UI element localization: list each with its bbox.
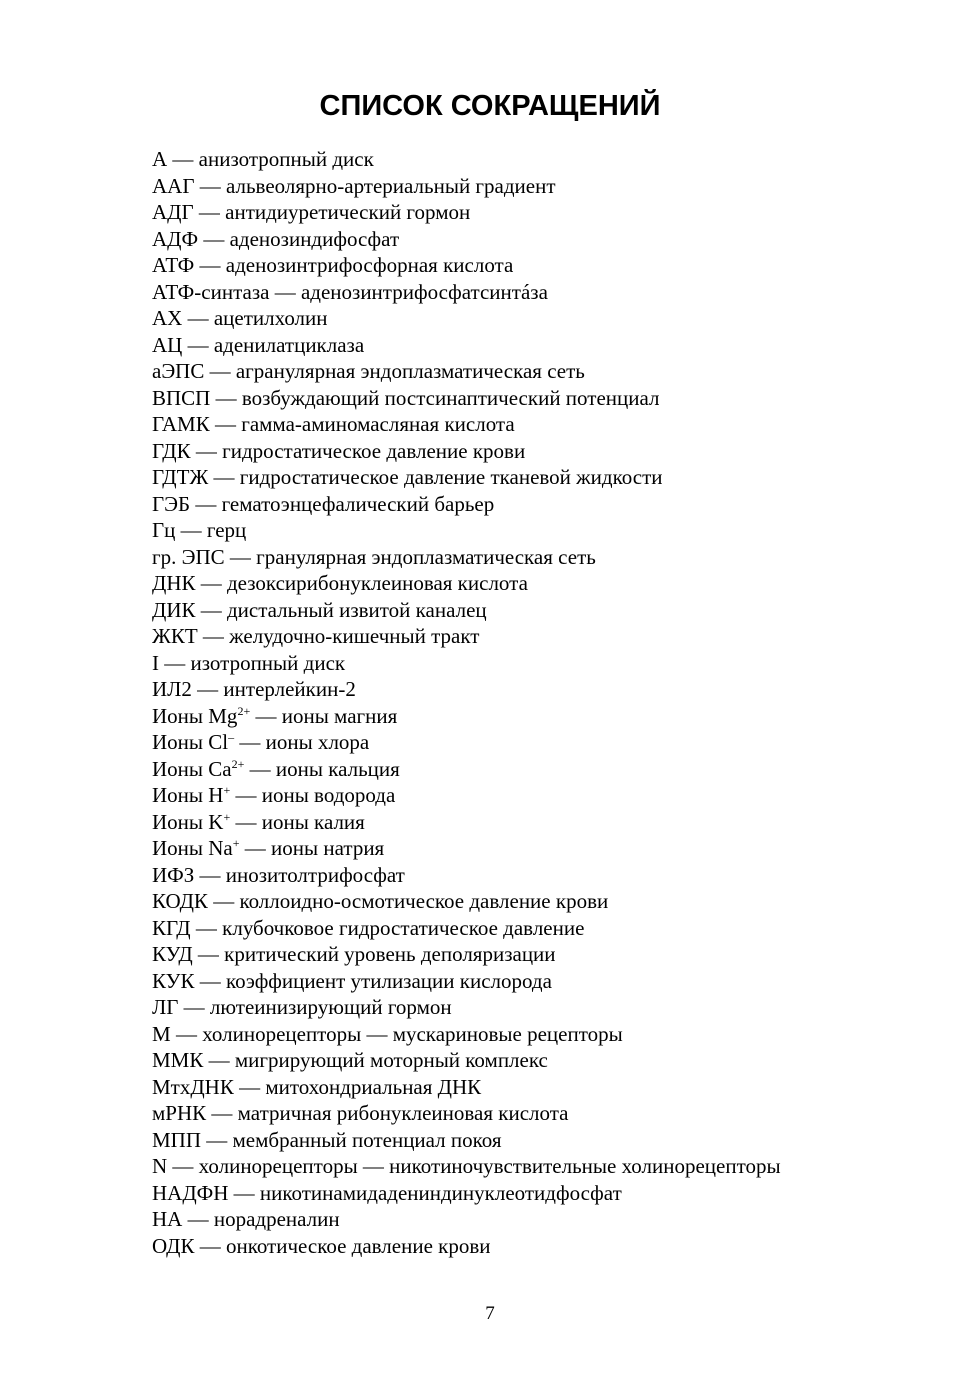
abbreviation: АДФ — [152, 226, 199, 251]
separator: — — [210, 385, 242, 410]
separator: — — [194, 173, 226, 198]
definition: коэффициент утилизации кислорода — [225, 968, 552, 993]
abbreviation: НАДФН — [152, 1180, 229, 1205]
definition: ацетилхолин — [213, 306, 328, 330]
definition: желудочно-кишечный тракт — [229, 624, 480, 648]
abbreviation: N — [152, 1154, 168, 1178]
abbreviation: ЛГ — [152, 995, 179, 1019]
page-number: 7 — [485, 1303, 495, 1324]
abbreviation: АТФ-синтаза — [152, 279, 270, 304]
definition: дистальный извитой каналец — [227, 597, 487, 622]
separator: — — [194, 1233, 226, 1258]
separator: — — [182, 332, 214, 357]
definition: аденозиндифосфат — [229, 226, 400, 251]
separator: — — [208, 465, 240, 489]
list-item — [152, 438, 781, 465]
definition: холинорецепторы — никотиночувствительные холинорецепторы — [198, 1154, 781, 1178]
abbreviation: ГАМК — [152, 412, 210, 436]
abbreviation: ВПСП — [152, 385, 211, 410]
separator: — — [190, 915, 223, 940]
abbreviation: аЭПС — [152, 359, 205, 383]
separator: — — [207, 889, 240, 913]
separator: — — [230, 783, 262, 807]
abbreviation: АТФ — [152, 253, 195, 277]
separator: — — [224, 544, 257, 569]
list-item — [152, 199, 781, 226]
separator: — — [206, 1101, 238, 1125]
definition: митохондриальная ДНК — [265, 1074, 482, 1099]
abbreviation: Ионы K — [152, 809, 224, 834]
abbreviation: Ионы Na — [152, 836, 233, 860]
list-item — [152, 464, 781, 491]
separator: — — [193, 200, 226, 224]
list-item — [152, 1100, 781, 1127]
separator: — — [228, 1180, 260, 1205]
abbreviation: ДНК — [152, 571, 196, 595]
abbreviation: ЖКТ — [152, 624, 198, 648]
abbreviation: ГДТЖ — [152, 465, 209, 489]
definition: альвеолярно-артериальный градиент — [225, 173, 556, 198]
definition: онкотическое давление крови — [225, 1233, 491, 1258]
definition: ионы магния — [281, 703, 398, 728]
list-item — [152, 146, 781, 173]
definition: возбуждающий постсинаптический потенциал — [241, 385, 660, 410]
list-item — [152, 305, 781, 332]
separator: — — [197, 624, 230, 648]
definition: норадреналин — [213, 1207, 340, 1231]
list-item — [152, 226, 781, 253]
definition: герц — [206, 518, 247, 542]
separator: — — [175, 518, 207, 542]
definition: ионы хлора — [265, 730, 370, 754]
definition: ионы калия — [261, 809, 365, 834]
separator: — — [190, 491, 222, 516]
definition: мигрирующий моторный комплекс — [234, 1048, 548, 1072]
separator: — — [191, 677, 224, 701]
definition: аденилатциклаза — [213, 332, 365, 357]
list-item — [152, 994, 781, 1021]
separator: — — [198, 226, 230, 251]
definition: матричная рибонуклеиновая кислота — [237, 1101, 569, 1125]
abbreviation: А — [152, 147, 168, 171]
list-item — [152, 358, 781, 385]
definition: ионы кальция — [275, 756, 400, 781]
list-item — [152, 968, 781, 995]
separator: — — [195, 597, 227, 622]
abbreviation: ИФЗ — [152, 862, 195, 887]
abbreviation: ИЛ2 — [152, 677, 192, 701]
abbreviation: Гц — [152, 518, 176, 542]
definition: гамма-аминомасляная кислота — [241, 412, 515, 436]
abbreviation: МПП — [152, 1127, 202, 1152]
definition: гидростатическое давление тканевой жидкости — [239, 465, 663, 489]
list-item — [152, 1233, 781, 1260]
definition: никотинамидадениндинуклеотидфосфат — [259, 1180, 622, 1205]
list-item — [152, 703, 781, 730]
definition: инозитолтрифосфат — [225, 862, 405, 887]
list-item — [152, 782, 781, 809]
list-item — [152, 332, 781, 359]
ion-charge: + — [232, 836, 240, 850]
list-item — [152, 1206, 781, 1233]
definition: холинорецепторы — мускариновые рецепторы — [202, 1021, 623, 1046]
separator: — — [194, 968, 226, 993]
list-item — [152, 1127, 781, 1154]
definition: клубочковое гидростатическое давление — [222, 915, 585, 940]
separator: — — [178, 995, 210, 1019]
ion-charge: 2+ — [237, 703, 251, 718]
definition: ионы натрия — [271, 836, 385, 860]
separator: — — [194, 862, 226, 887]
list-item — [152, 544, 781, 571]
list-item — [152, 173, 781, 200]
abbreviation: КУК — [152, 968, 195, 993]
ion-charge: 2+ — [231, 756, 245, 771]
list-item — [152, 1153, 781, 1180]
definition: гранулярная эндоплазматическая сеть — [256, 544, 596, 569]
ion-charge: + — [223, 809, 231, 824]
list-item — [152, 252, 781, 279]
separator: — — [159, 650, 191, 675]
separator: — — [195, 571, 227, 595]
definition: коллоидно-осмотическое давление крови — [239, 889, 609, 913]
definition: гидростатическое давление крови — [222, 438, 526, 463]
ion-charge: – — [228, 730, 235, 744]
list-item — [152, 1180, 781, 1207]
list-item — [152, 517, 781, 544]
abbreviation: ААГ — [152, 173, 195, 198]
list-item — [152, 756, 781, 783]
abbreviation: НА — [152, 1207, 183, 1231]
separator: — — [182, 1207, 214, 1231]
list-item — [152, 650, 781, 677]
abbreviation: МтхДНК — [152, 1074, 234, 1099]
separator: — — [230, 809, 262, 834]
separator: — — [233, 1074, 266, 1099]
list-item — [152, 941, 781, 968]
definition: дезоксирибонуклеиновая кислота — [227, 571, 528, 595]
separator: — — [204, 359, 236, 383]
page-title: СПИСОК СОКРАЩЕНИЙ — [319, 90, 661, 122]
list-item — [152, 1021, 781, 1048]
definition: антидиуретический гормон — [225, 200, 471, 224]
ion-charge: + — [223, 783, 231, 797]
separator: — — [167, 1154, 199, 1178]
separator: — — [209, 412, 242, 436]
list-item — [152, 279, 781, 306]
list-item — [152, 570, 781, 597]
abbreviation: Ионы Ca — [152, 756, 232, 781]
abbreviation: ММК — [152, 1048, 204, 1072]
list-item — [152, 623, 781, 650]
list-item — [152, 411, 781, 438]
abbreviation: Ионы H — [152, 783, 224, 807]
abbreviation: КОДК — [152, 889, 208, 913]
definition: аденозинтрифосфорная кислота — [225, 253, 514, 277]
abbreviation: ГДК — [152, 438, 191, 463]
definition: лютеинизирующий гормон — [209, 995, 452, 1019]
abbreviation: АХ — [152, 306, 183, 330]
separator: — — [192, 942, 225, 966]
separator: — — [182, 306, 214, 330]
list-item — [152, 862, 781, 889]
abbreviation: КГД — [152, 915, 191, 940]
definition: ионы водорода — [261, 783, 396, 807]
definition: анизотропный диск — [198, 147, 374, 171]
abbreviation: Ионы Cl — [152, 730, 229, 754]
abbreviation: ОДК — [152, 1233, 195, 1258]
separator: — — [167, 147, 199, 171]
abbreviation: АЦ — [152, 332, 183, 357]
list-item — [152, 385, 781, 412]
abbreviation: М — [152, 1021, 171, 1046]
separator: — — [201, 1127, 233, 1152]
abbreviation-list — [152, 146, 781, 1259]
list-item — [152, 676, 781, 703]
separator: — — [244, 756, 276, 781]
abbreviation: ГЭБ — [152, 491, 191, 516]
list-item — [152, 597, 781, 624]
list-item — [152, 1074, 781, 1101]
list-item — [152, 1047, 781, 1074]
abbreviation: мРНК — [152, 1101, 207, 1125]
definition: интерлейкин-2 — [223, 677, 356, 701]
list-item — [152, 835, 781, 862]
abbreviation: I — [152, 650, 159, 675]
definition: мембранный потенциал покоя — [232, 1127, 502, 1152]
list-item — [152, 888, 781, 915]
definition: агранулярная эндоплазматическая сеть — [235, 359, 585, 383]
definition: изотропный диск — [190, 650, 346, 675]
abbreviation: гр. ЭПС — [152, 544, 225, 569]
separator: — — [239, 836, 272, 860]
abbreviation: АДГ — [152, 200, 194, 224]
list-item — [152, 491, 781, 518]
definition: аденозинтрифосфатсинтáза — [300, 279, 548, 304]
list-item — [152, 809, 781, 836]
separator: — — [190, 438, 223, 463]
definition: гематоэнцефалический барьер — [221, 491, 495, 516]
separator: — — [170, 1021, 203, 1046]
list-item — [152, 915, 781, 942]
separator: — — [203, 1048, 235, 1072]
definition: критический уровень деполяризации — [224, 942, 556, 966]
list-item — [152, 729, 781, 756]
separator: — — [194, 253, 226, 277]
separator: — — [234, 730, 266, 754]
separator: — — [269, 279, 301, 304]
abbreviation: Ионы Mg — [152, 703, 238, 728]
abbreviation: ДИК — [152, 597, 196, 622]
abbreviation: КУД — [152, 942, 193, 966]
separator: — — [250, 703, 282, 728]
